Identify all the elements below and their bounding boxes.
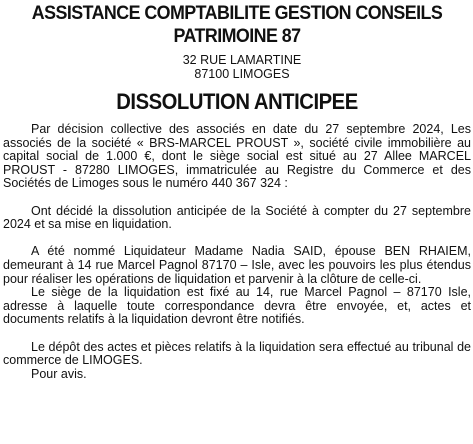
notice-title: DISSOLUTION ANTICIPEE [116, 89, 358, 114]
paragraph-dissolution: Ont décidé la dissolution anticipée de la Société à compter du 27 septembre 2024 et sa mise en liquidation. [3, 203, 471, 232]
paragraph-decision: Par décision collective des associés en date du 27 septembre 2024, Les associés de la société « BRS-MARCEL PROUST », société civile immobilière au capital social de 1.000 €, dont le siège social est situé au 27 Allee MARCEL PROUST - 87280 LIMOGES, immatriculée au Registre du Commerce et des Sociétés de Limoges sous le numéro 440 367 324 : [3, 122, 471, 191]
address-street: 32 RUE LAMARTINE [182, 53, 302, 67]
company-name-line-2: PATRIMOINE 87 [173, 26, 301, 47]
notice-header [3, 0, 471, 81]
address-city: 87100 LIMOGES [194, 67, 290, 81]
paragraph-liquidator: A été nommé Liquidateur Madame Nadia SAID, épouse BEN RHAIEM, demeurant à 14 rue Marcel Pagnol 87170 – Isle, avec les pouvoirs les plus étendus pour réaliser les opérations de liquidation et parvenir à la clôture de celle-ci. [3, 244, 471, 286]
notice-body [3, 123, 471, 381]
paragraph-filing: Le dépôt des actes et pièces relatifs à la liquidation sera effectué au tribunal de commerce de LIMOGES. [3, 339, 471, 368]
company-address [3, 53, 471, 81]
paragraph-closing: Pour avis. [31, 366, 87, 381]
paragraph-liquidation-seat: Le siège de la liquidation est fixé au 14, rue Marcel Pagnol – 87170 Isle, adresse à laquelle toute correspondance devra être envoyée, et, actes et documents relatifs à la liquidation devront être notifiés. [3, 285, 471, 327]
company-name-line-1: ASSISTANCE COMPTABILITE GESTION CONSEILS [31, 3, 443, 24]
